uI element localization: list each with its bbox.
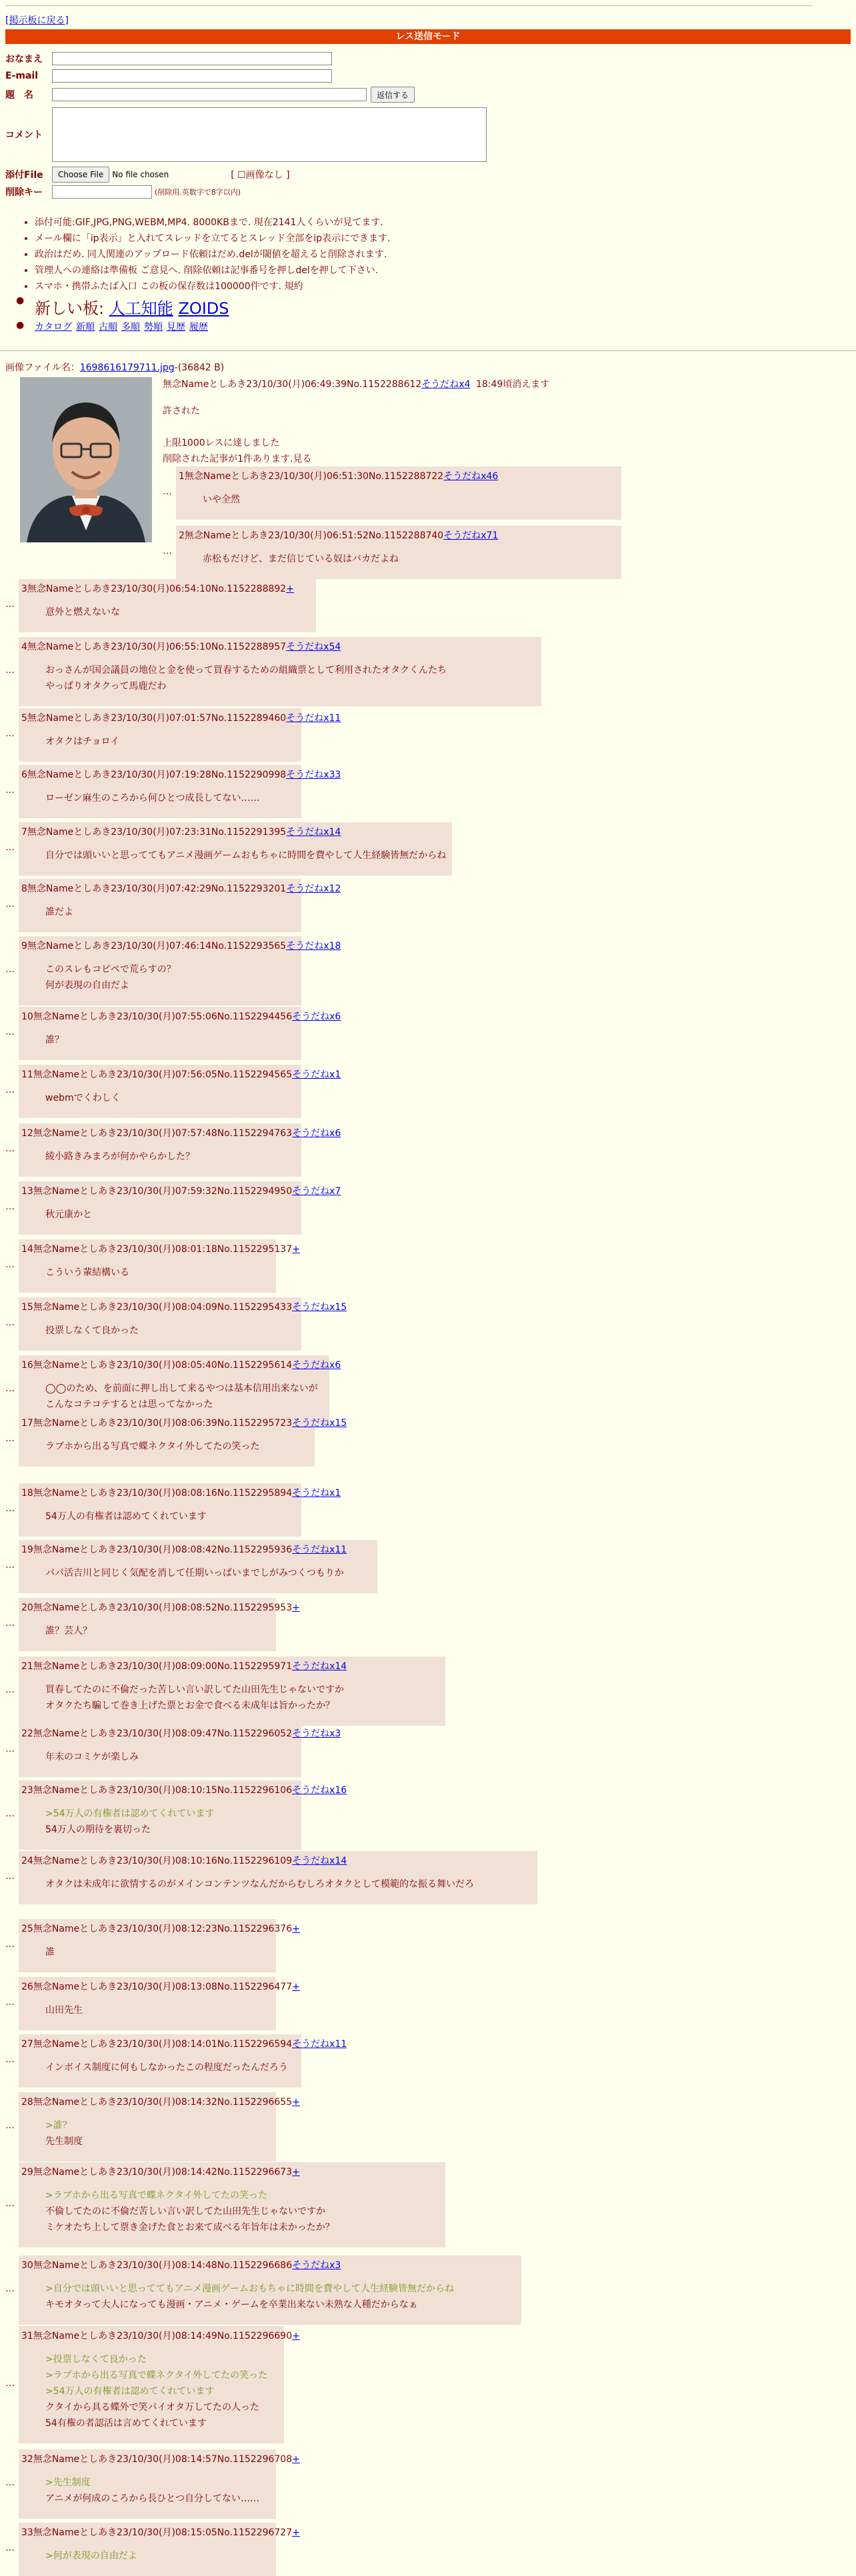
reply-indent-marker: …: [5, 1201, 15, 1212]
reply-header: [19, 1977, 300, 1993]
reply-body: [19, 2465, 276, 2507]
reply-body: [19, 1255, 276, 1281]
reply-post: [19, 1065, 341, 1118]
reply-header: [19, 708, 341, 724]
comment-line: やっぱりオタクって馬鹿だわ: [45, 681, 167, 692]
reply-meta: 11無念Nameとしあき23/10/30(月)07:56:05No.1152294565: [21, 1069, 293, 1080]
reply-indent-marker: …: [5, 2054, 15, 2065]
comment-textarea[interactable]: [52, 107, 487, 162]
reply-body: [19, 1313, 301, 1339]
reply-header: [19, 1355, 341, 1371]
nav-catalog[interactable]: カタログ: [35, 322, 72, 332]
reply-post: [19, 1656, 445, 1726]
reply-header: [19, 1780, 347, 1796]
op-image-filename: [5, 360, 224, 374]
comment-line: 投票しなくて良かった: [45, 1325, 139, 1336]
section-divider: [0, 350, 856, 351]
reply-header: [19, 2255, 521, 2271]
reply-header: [19, 2326, 300, 2342]
reply-body: [19, 952, 301, 993]
reply-post: [19, 936, 341, 1005]
reply-post: [19, 2449, 300, 2519]
comment-line: アニメが何成のころから長ひとつ自分してない……: [45, 2493, 260, 2504]
op-sodane-button[interactable]: そうだねx4: [421, 379, 471, 390]
reply-meta: 2無念Nameとしあき23/10/30(月)06:51:52No.1152288740: [179, 530, 444, 541]
reply-post: [19, 1598, 300, 1651]
comment-line: 先生制度: [45, 2136, 83, 2147]
reply-meta: 28無念Nameとしあき23/10/30(月)08:14:32No.1152296655: [21, 2097, 293, 2108]
reply-meta: 27無念Nameとしあき23/10/30(月)08:14:01No.1152296594: [21, 2039, 293, 2050]
reply-body: [19, 895, 301, 920]
reply-indent-marker: …: [5, 785, 15, 796]
nav-history[interactable]: 履歴: [189, 322, 208, 332]
reply-meta: 30無念Nameとしあき23/10/30(月)08:14:48No.1152296686: [21, 2260, 293, 2271]
reply-body: [19, 1740, 301, 1765]
reply-indent-marker: …: [5, 2477, 15, 2488]
reply-body: [176, 482, 621, 508]
op-line: [163, 419, 311, 435]
reply-indent-marker: …: [5, 1085, 15, 1095]
filename-prefix: 画像ファイル名：: [5, 362, 80, 373]
comment-line: 赤松もだけど、まだ信じている奴はバカだよね: [203, 554, 399, 564]
reply-post: [19, 1007, 341, 1060]
sodane-button[interactable]: そうだねx6: [292, 1011, 341, 1022]
sodane-button[interactable]: +: [292, 1603, 300, 1613]
reply-header: [19, 1724, 341, 1740]
reply-header: [19, 822, 452, 838]
reply-body: [19, 2050, 301, 2076]
reply-header: [19, 1413, 347, 1429]
reply-header: [19, 2034, 347, 2050]
op-line: 許された: [163, 406, 200, 416]
new-board-ai-link[interactable]: 人工知能: [109, 299, 173, 318]
back-to-board-link[interactable]: [5, 13, 69, 27]
reply-body: [19, 1371, 329, 1413]
reply-meta: 15無念Nameとしあき23/10/30(月)08:04:09No.1152295433: [21, 1302, 293, 1313]
comment-line: 54万人の期待を裏切った: [45, 1824, 151, 1835]
sodane-button[interactable]: そうだねx11: [286, 713, 341, 724]
reply-header: [19, 2449, 300, 2465]
reply-body: [19, 1672, 445, 1714]
reply-indent-marker: …: [5, 842, 15, 853]
sodane-button[interactable]: そうだねx14: [292, 1661, 347, 1672]
note-item: • 政治はだめ. 同人関連のアップロード依頼はだめ.delが閾値を超えると削除されます.: [35, 247, 390, 263]
reply-header: [19, 1007, 341, 1023]
reply-post: [19, 1297, 347, 1351]
nav-new[interactable]: 新順: [76, 322, 95, 332]
reply-body: [19, 2108, 276, 2150]
reply-post: [19, 2523, 300, 2576]
quote-line: >ラブホから出る写真で蝶ネクタイ外してたの笑った: [45, 2190, 268, 2201]
reply-indent-marker: …: [5, 665, 15, 676]
reply-header: [176, 466, 621, 482]
reply-post: [19, 2034, 347, 2088]
comment-line: 誰？: [45, 1035, 64, 1045]
comment-line: こんなコテコテするとは思ってなかった: [45, 1399, 213, 1410]
name-input[interactable]: [52, 52, 332, 65]
reply-indent-marker: …: [5, 964, 15, 975]
reply-meta: 32無念Nameとしあき23/10/30(月)08:14:57No.1152296708: [21, 2454, 293, 2465]
choose-file-button[interactable]: Choose File: [52, 167, 109, 183]
comment-line: webmでくわしく: [45, 1093, 121, 1103]
reply-meta: 14無念Nameとしあき23/10/30(月)08:01:18No.1152295137: [21, 1244, 293, 1255]
new-boards: ● 新しい板: 人工知能 ZOIDS: [16, 295, 229, 318]
reply-post: [19, 637, 541, 706]
comment-line: 年末のコミケが楽しみ: [45, 1752, 139, 1762]
reply-header: [176, 526, 621, 542]
reply-header: [19, 1181, 341, 1197]
reply-header: [19, 1851, 537, 1867]
new-board-zoids-link[interactable]: ZOIDS: [178, 299, 229, 318]
comment-line: このスレもコピペで荒らすの？: [45, 964, 176, 975]
reply-post: [19, 1123, 341, 1177]
reply-header: [19, 1540, 377, 1556]
comment-line: 誰だよ: [45, 907, 73, 918]
op-name-date-no: 無念Nameとしあき23/10/30(月)06:49:39No.1152288612: [163, 379, 422, 390]
reply-indent-marker: …: [5, 599, 15, 610]
reply-meta: 21無念Nameとしあき23/10/30(月)08:09:00No.1152295971: [21, 1661, 293, 1672]
reply-header: [19, 1656, 445, 1672]
reply-header: [19, 879, 341, 895]
reply-meta: 13無念Nameとしあき23/10/30(月)07:59:32No.1152294950: [21, 1186, 293, 1197]
man-portrait-illustration: [20, 377, 152, 542]
reply-header: [19, 2523, 300, 2539]
reply-indent-marker: …: [5, 728, 15, 739]
reply-body: [19, 595, 316, 620]
comment-line: おっさんが国会議員の地位と金を使って買春するための組織票として利用されたオタクくんたち: [45, 665, 447, 676]
filesize: -(36842 B): [174, 362, 225, 373]
reply-header: [19, 936, 341, 952]
op-thumbnail[interactable]: [20, 377, 152, 542]
comment-line: 54有権の者認活は言めてくれています: [45, 2418, 207, 2429]
reply-body: [19, 838, 452, 864]
quote-line: >誰？: [45, 2120, 72, 2131]
reply-meta: 19無念Nameとしあき23/10/30(月)08:08:42No.1152295936: [21, 1545, 293, 1555]
no-image-checkbox[interactable]: [ ☐画像なし ]: [231, 170, 290, 181]
sodane-button[interactable]: そうだねx18: [286, 941, 341, 952]
reply-post: [19, 1977, 300, 2030]
sodane-button[interactable]: そうだねx3: [292, 1728, 341, 1739]
reply-body: [19, 1139, 301, 1165]
reply-indent-marker: …: [5, 1383, 15, 1394]
reply-body: [19, 1796, 301, 1838]
reply-post: [19, 2162, 445, 2248]
reply-meta: 12無念Nameとしあき23/10/30(月)07:57:48No.1152294763: [21, 1128, 293, 1139]
reply-body: [19, 781, 301, 806]
subject-label: 題 名: [5, 90, 33, 101]
reply-body: [19, 1935, 276, 1960]
reply-header: [19, 1598, 300, 1614]
sodane-button[interactable]: そうだねx11: [292, 2039, 347, 2050]
note-item: • 添付可能:GIF,JPG,PNG,WEBM,MP4. 8000KBまで. 現在2141人くらいが見てます.: [35, 215, 390, 231]
reply-header: [19, 2092, 300, 2108]
sodane-button[interactable]: そうだねx7: [292, 1186, 341, 1197]
quote-line: >自分では頭いいと思っててもアニメ漫画ゲームおもちゃに時間を費やして人生経験皆無だからね: [45, 2283, 455, 2294]
sodane-button[interactable]: +: [292, 2167, 300, 2178]
sodane-button[interactable]: +: [292, 1924, 300, 1934]
comment-line: 山田先生: [45, 2005, 83, 2016]
op-body: [163, 403, 311, 467]
reply-meta: 22無念Nameとしあき23/10/30(月)08:09:47No.1152296052: [21, 1728, 293, 1739]
sodane-button[interactable]: +: [292, 1244, 300, 1255]
comment-line: 誰？芸人？: [45, 1626, 92, 1636]
reply-meta: 16無念Nameとしあき23/10/30(月)08:05:40No.1152295614: [21, 1360, 293, 1371]
quote-line: >何が表現の自由だよ: [45, 2551, 137, 2561]
nav-many[interactable]: 多順: [121, 322, 140, 332]
quote-line: >投票しなくて良かった: [45, 2354, 147, 2365]
delete-key-input[interactable]: [52, 185, 152, 199]
op-line: 上限1000レスに達しました: [163, 438, 280, 448]
sodane-button[interactable]: +: [292, 2454, 300, 2465]
reply-post: [19, 708, 341, 762]
comment-line: 自分では頭いいと思っててもアニメ漫画ゲームおもちゃに時間を費やして人生経験皆無だからね: [45, 850, 447, 861]
comment-line: 何が表現の自由だよ: [45, 980, 129, 991]
comment-line: 誰: [45, 1947, 55, 1958]
reply-meta: 3無念Nameとしあき23/10/30(月)06:54:10No.1152288892: [21, 584, 287, 594]
comment-label: コメント: [5, 130, 43, 141]
delete-key-note: (削除用.英数字で8字以内): [155, 188, 241, 197]
sodane-button[interactable]: +: [292, 2527, 300, 2538]
op-image-link[interactable]: 1698616179711.jpg: [79, 362, 175, 373]
reply-post: [19, 579, 316, 632]
reply-body: [19, 1499, 301, 1525]
reply-indent-marker: …: [5, 2378, 15, 2389]
reply-indent-marker: …: [5, 1939, 15, 1950]
comment-line: キモオタって大人になっても漫画・アニメ・ゲームを卒業出来ない未熟な人種だからなぁ: [45, 2299, 418, 2310]
comment-line: ミケオたち上して票き金げた食とお来て成べる年旨年は未かったか？: [45, 2222, 335, 2233]
reply-post: [19, 2255, 521, 2325]
reply-indent-marker: …: [5, 1433, 15, 1444]
reply-body: [19, 724, 301, 750]
reply-header: [19, 1239, 300, 1255]
comment-line: 綾小路きみまろが何かやらかした？: [45, 1151, 195, 1162]
reply-indent-marker: …: [5, 1143, 15, 1154]
comment-line: オタクたち騙して巻き上げた票とお金で食べる未成年は旨かったか？: [45, 1700, 335, 1711]
sodane-button[interactable]: そうだねx46: [443, 471, 499, 482]
comment-line: ラブホから出る写真で蝶ネクタイ外してたの笑った: [45, 1441, 260, 1452]
sodane-button[interactable]: +: [292, 2097, 300, 2108]
reply-body: [19, 2539, 276, 2564]
reply-body: [19, 2271, 521, 2313]
quote-line: >54万人の有権者は認めてくれています: [45, 2386, 215, 2397]
note-item: • 管理人への連絡は準備板 ご意見へ. 削除依頼は記事番号を押しdelを押して下さい.: [35, 263, 390, 279]
comment-line: 買春してたのに不倫だった苦しい言い訳してた山田先生じゃないですか: [45, 1684, 344, 1695]
nav-momentum[interactable]: 勢順: [144, 322, 163, 332]
reply-body: [19, 1197, 301, 1223]
reply-header: [19, 1919, 300, 1935]
reply-body: [19, 1429, 315, 1455]
reply-meta: 7無念Nameとしあき23/10/30(月)07:23:31No.1152291395: [21, 827, 287, 838]
back-link-text[interactable]: [掲示板に戻る]: [5, 15, 69, 26]
reply-post: [19, 1239, 300, 1293]
comment-line: オタクは未成年に欲情するのがメインコンテンツなんだからむしろオタクとして模範的な振る舞いだろ: [45, 1879, 475, 1890]
sodane-button[interactable]: そうだねx54: [286, 642, 341, 652]
note-item: • メール欄に「ip表示」と入れてスレッドを立てるとスレッド全部をip表示にできます.: [35, 231, 390, 247]
email-input[interactable]: [52, 69, 332, 83]
reply-post: [19, 879, 341, 932]
reply-post: [176, 466, 621, 520]
reply-indent-marker: …: [5, 1684, 15, 1695]
reply-indent-marker: …: [5, 1317, 15, 1328]
note-item: • スマホ・携帯ふたば入口 この板の保存数は100000件です. 規約: [35, 279, 390, 295]
reply-indent-marker: …: [5, 1997, 15, 2008]
reply-post: [19, 822, 452, 876]
comment-line: オタクはチョロイ: [45, 736, 120, 747]
reply-meta: 23無念Nameとしあき23/10/30(月)08:10:15No.1152296106: [21, 1785, 293, 1796]
reply-header: [19, 637, 541, 653]
nav-old[interactable]: 古順: [99, 322, 117, 332]
reply-meta: 29無念Nameとしあき23/10/30(月)08:14:42No.1152296673: [21, 2167, 293, 2178]
reply-indent-marker: …: [5, 1560, 15, 1571]
reply-body: [19, 1023, 301, 1048]
reply-post: [19, 2326, 300, 2443]
reply-post: [19, 1413, 347, 1467]
reply-indent-marker: …: [5, 1503, 15, 1514]
comment-line: 意外と燃えないな: [45, 607, 120, 618]
comment-line: こういう輩結構いる: [45, 1267, 129, 1278]
reply-body: [19, 1614, 276, 1639]
sodane-button[interactable]: そうだねx1: [292, 1069, 341, 1080]
thread-nav-links: ● カタログ 新順 古順 多順 勢順 見歴 履歴: [16, 320, 208, 332]
reply-indent-marker: …: [5, 1744, 15, 1754]
reply-meta: 5無念Nameとしあき23/10/30(月)07:01:57No.1152289460: [21, 713, 287, 724]
reply-meta: 18無念Nameとしあき23/10/30(月)08:08:16No.1152295894: [21, 1488, 293, 1499]
reply-post: [19, 1483, 341, 1537]
quote-line: >先生制度: [45, 2477, 91, 2488]
op-header: [163, 377, 549, 390]
reply-body: [176, 542, 621, 567]
reply-header: [19, 1065, 341, 1081]
reply-body: [19, 1081, 301, 1106]
reply-header: [19, 1483, 341, 1499]
reply-indent-marker: …: [5, 2198, 15, 2209]
board-notes: [35, 215, 390, 295]
file-status: No file chosen: [112, 170, 169, 179]
sodane-button[interactable]: そうだねx6: [292, 1128, 341, 1139]
reply-post: [19, 1724, 341, 1777]
op-line: 削除された記事が1件あります.見る: [163, 454, 312, 464]
quote-line: >ラブホから出る写真で蝶ネクタイ外してたの笑った: [45, 2370, 268, 2381]
reply-post: [19, 765, 341, 818]
reply-indent-marker: …: [163, 486, 172, 497]
reply-indent-marker: …: [5, 899, 15, 910]
comment-line: 秋元康かと: [45, 1209, 92, 1220]
subject-input[interactable]: [52, 88, 367, 101]
reply-meta: 25無念Nameとしあき23/10/30(月)08:12:23No.1152296376: [21, 1924, 293, 1934]
name-label: おなまえ: [5, 54, 43, 65]
reply-indent-marker: …: [5, 2543, 15, 2553]
sodane-button[interactable]: そうだねx6: [292, 1360, 341, 1371]
sodane-button[interactable]: +: [292, 1982, 300, 1992]
comment-line: ◯◯のため、を前面に押し出して来るやつは基本信用出来ないが: [45, 1383, 318, 1394]
reply-indent-marker: …: [163, 546, 172, 556]
reply-meta: 9無念Nameとしあき23/10/30(月)07:46:14No.1152293565: [21, 941, 287, 952]
delete-key-label: 削除キー: [5, 187, 43, 198]
reply-indent-marker: …: [5, 1618, 15, 1628]
sodane-button[interactable]: +: [286, 584, 294, 594]
reply-meta: 6無念Nameとしあき23/10/30(月)07:19:28No.1152290998: [21, 770, 287, 780]
comment-line: 54万人の有権者は認めてくれています: [45, 1511, 207, 1522]
reply-body: [19, 1556, 377, 1581]
reply-meta: 24無念Nameとしあき23/10/30(月)08:10:16No.1152296109: [21, 1856, 293, 1866]
reply-meta: 33無念Nameとしあき23/10/30(月)08:15:05No.1152296727: [21, 2527, 293, 2538]
nav-viewed[interactable]: 見歴: [167, 322, 185, 332]
comment-line: 不倫してたのに不倫だ苦しい言い訳してた山田先生じゃないですか: [45, 2206, 325, 2217]
reply-post: [19, 1780, 347, 1850]
reply-meta: 17無念Nameとしあき23/10/30(月)08:06:39No.1152295723: [21, 1418, 293, 1429]
sodane-button[interactable]: そうだねx15: [292, 1418, 347, 1429]
top-divider: [5, 5, 812, 6]
reply-meta: 4無念Nameとしあき23/10/30(月)06:55:10No.1152288957: [21, 642, 287, 652]
reply-meta: 20無念Nameとしあき23/10/30(月)08:08:52No.1152295953: [21, 1603, 293, 1613]
sodane-button[interactable]: そうだねx16: [292, 1785, 347, 1796]
sodane-button[interactable]: そうだねx14: [292, 1856, 347, 1866]
reply-indent-marker: …: [5, 2120, 15, 2131]
sodane-button[interactable]: +: [292, 2331, 300, 2341]
new-boards-label: 新しい板:: [35, 299, 105, 318]
reply-post: [176, 526, 621, 579]
reply-body: [19, 1993, 276, 2018]
submit-button[interactable]: 返信する: [371, 87, 415, 103]
reply-body: [19, 653, 541, 694]
comment-line: インボイス制度に何もしなかったこの程度だったんだろう: [45, 2062, 288, 2073]
reply-meta: 10無念Nameとしあき23/10/30(月)07:55:06No.1152294456: [21, 1011, 293, 1022]
sodane-button[interactable]: そうだねx11: [292, 1545, 347, 1555]
reply-indent-marker: …: [5, 1259, 15, 1270]
reply-indent-marker: …: [5, 2283, 15, 2294]
comment-line: ローゼン麻生のころから何ひとつ成長してない……: [45, 793, 260, 804]
reply-meta: 31無念Nameとしあき23/10/30(月)08:14:49No.1152296690: [21, 2331, 293, 2341]
reply-meta: 26無念Nameとしあき23/10/30(月)08:13:08No.1152296477: [21, 1982, 293, 1992]
reply-indent-marker: …: [5, 1871, 15, 1882]
reply-indent-marker: …: [5, 1808, 15, 1819]
reply-body: [19, 2342, 284, 2431]
reply-post: [19, 2092, 300, 2162]
reply-header: [19, 765, 341, 781]
reply-meta: 8無念Nameとしあき23/10/30(月)07:42:29No.1152293201: [21, 884, 287, 894]
sodane-button[interactable]: そうだねx33: [286, 770, 341, 780]
comment-line: パパ活吉川と同じく気配を消して任期いっぱいまでしがみつくつもりか: [45, 1568, 344, 1579]
file-label: 添付File: [5, 170, 43, 181]
sodane-button[interactable]: そうだねx15: [292, 1302, 347, 1313]
sodane-button[interactable]: そうだねx3: [292, 2260, 341, 2271]
sodane-button[interactable]: そうだねx14: [286, 827, 341, 838]
reply-header: [19, 2162, 445, 2178]
comment-line: クタイから具る蝶外で笑パイオタ万してたの人った: [45, 2402, 260, 2413]
reply-header: [19, 1297, 347, 1313]
reply-post: [19, 1919, 300, 1972]
reply-body: [19, 2178, 445, 2236]
reply-mode-banner: レス送信モード: [5, 29, 851, 44]
sodane-button[interactable]: そうだねx12: [286, 884, 341, 894]
reply-post: [19, 1851, 537, 1904]
reply-post: [19, 1181, 341, 1235]
reply-meta: 1無念Nameとしあき23/10/30(月)06:51:30No.1152288722: [179, 471, 444, 482]
sodane-button[interactable]: そうだねx1: [292, 1488, 341, 1499]
reply-post: [19, 1540, 377, 1593]
op-expire-time: 18:49頃消えます: [475, 379, 550, 390]
reply-indent-marker: …: [5, 1027, 15, 1037]
email-label: E-mail: [5, 71, 39, 81]
reply-header: [19, 579, 316, 595]
sodane-button[interactable]: そうだねx71: [443, 530, 499, 541]
comment-line: いや全然: [203, 494, 240, 505]
quote-line: >54万人の有権者は認めてくれています: [45, 1808, 215, 1819]
reply-header: [19, 1123, 341, 1139]
reply-body: [19, 1867, 537, 1892]
